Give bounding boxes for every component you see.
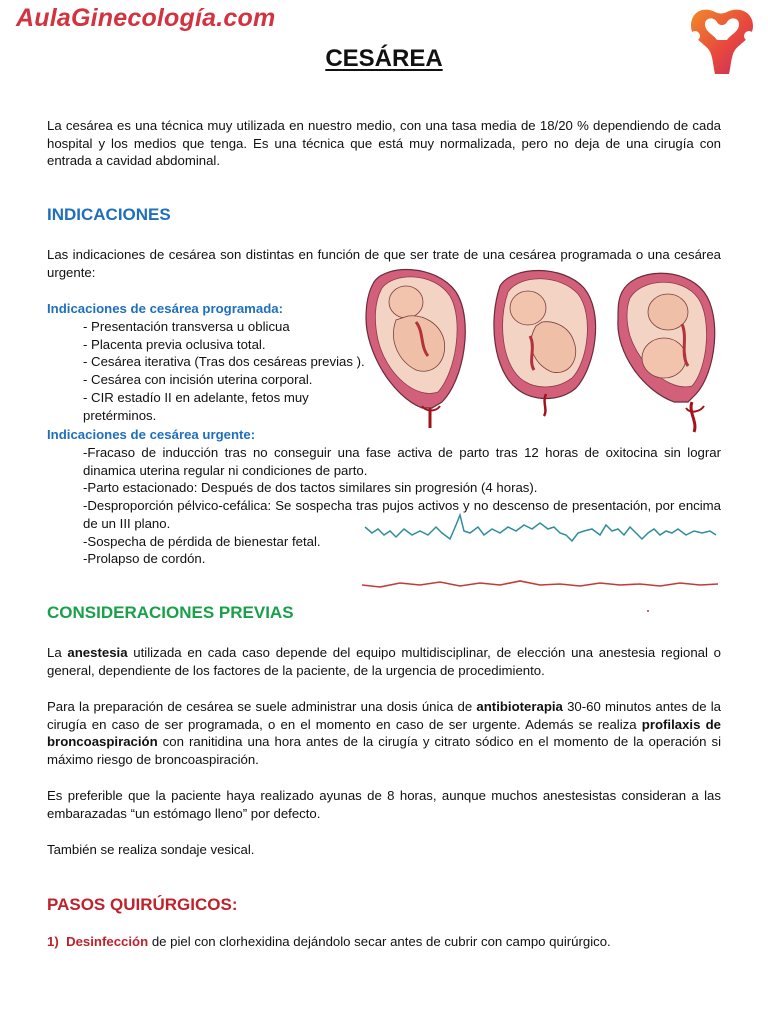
text-span: Para la preparación de cesárea se suele administrar una dosis única de bbox=[47, 699, 477, 714]
page-title: CESÁREA bbox=[325, 45, 443, 72]
brand-logo-text: AulaGinecología.com bbox=[16, 4, 276, 32]
urgente-title: Indicaciones de cesárea urgente: bbox=[47, 427, 256, 442]
uterus-drawing-3 bbox=[618, 273, 715, 432]
text-span: 30-60 minutos antes de la cirugía en caso de ser programada, o en el momento en caso de ser urgente. Además se realiza bbox=[47, 699, 721, 732]
list-item: - Placenta previa oclusiva total. bbox=[83, 336, 266, 352]
fetal-heart-trace bbox=[365, 515, 716, 541]
list-item: -Parto estacionado: Después de dos tactos similares sin progresión (4 horas). bbox=[83, 480, 538, 496]
list-item: - Cesárea con incisión uterina corporal. bbox=[83, 372, 313, 388]
bold-anestesia: anestesia bbox=[67, 645, 128, 660]
step-1 bbox=[47, 934, 611, 949]
text-span: utilizada en cada caso depende del equipo multidisciplinar, de elección una anestesia regional o general, dependiente de los factores de la paciente, de la urgencia de procedimiento. bbox=[47, 645, 721, 678]
consideraciones-p4: También se realiza sondaje vesical. bbox=[47, 842, 255, 857]
list-item: -Fracaso de inducción tras no conseguir una fase activa de parto tras 12 horas de oxitocina sin lograr dinamica uterina regular ni condiciones de parto. bbox=[83, 445, 721, 478]
text-span: de piel con clorhexidina dejándolo secar antes de cubrir con campo quirúrgico. bbox=[148, 934, 611, 949]
list-item: -Prolapso de cordón. bbox=[83, 551, 206, 567]
uterus-drawing-2 bbox=[494, 271, 596, 417]
consideraciones-p3: Es preferible que la paciente haya realizado ayunas de 8 horas, aunque muchos anestesistas consideran a las embarazadas “un estómago lleno” por defecto. bbox=[47, 788, 721, 821]
uterus-fetus-illustration bbox=[356, 262, 726, 442]
programada-title: Indicaciones de cesárea programada: bbox=[47, 301, 284, 316]
heading-indicaciones: INDICACIONES bbox=[47, 205, 171, 224]
heading-consideraciones: CONSIDERACIONES PREVIAS bbox=[47, 603, 294, 622]
intro-paragraph: La cesárea es una técnica muy utilizada en nuestro medio, con una tasa media de 18/20 % dependiendo de cada hospital y los medios que tenga. Es una técnica que está muy normalizada, pero no deja de una cirugía con entrada a cavidad abdominal. bbox=[47, 118, 721, 168]
text-span: La bbox=[47, 645, 68, 660]
ctg-trace-illustration bbox=[360, 505, 720, 615]
bold-profilaxis: profilaxis de broncoaspiración bbox=[47, 716, 722, 749]
list-item: - Cesárea iterativa (Tras dos cesáreas previas ). bbox=[83, 354, 365, 370]
list-item: -Desproporción pélvico-cefálica: Se sospecha tras pujos activos y no descenso de presentación, por encima de un III plano. bbox=[83, 498, 721, 531]
uterus-drawing-1 bbox=[366, 270, 465, 428]
uterine-contraction-trace bbox=[362, 581, 718, 587]
step-number: 1) bbox=[47, 934, 59, 949]
list-item: - CIR estadío II en adelante, fetos muy pretérminos. bbox=[83, 389, 309, 423]
bold-desinfeccion: Desinfección bbox=[66, 934, 149, 949]
programada-list bbox=[83, 318, 383, 424]
bold-antibioterapia: antibioterapia bbox=[476, 699, 563, 714]
text-span: con ranitidina una hora antes de la cirugía y citrato sódico en el momento de la operación si máximo riesgo de broncoaspiración. bbox=[47, 734, 721, 767]
list-item: - Presentación transversa u oblicua bbox=[83, 319, 290, 334]
consideraciones-p1 bbox=[47, 644, 721, 679]
consideraciones-p2 bbox=[47, 698, 721, 768]
heading-pasos: PASOS QUIRÚRGICOS: bbox=[47, 895, 238, 914]
indicaciones-intro: Las indicaciones de cesárea son distintas en función de que ser trate de una cesárea programada o una cesárea urgente: bbox=[47, 247, 721, 280]
list-item: -Sospecha de pérdida de bienestar fetal. bbox=[83, 533, 321, 549]
